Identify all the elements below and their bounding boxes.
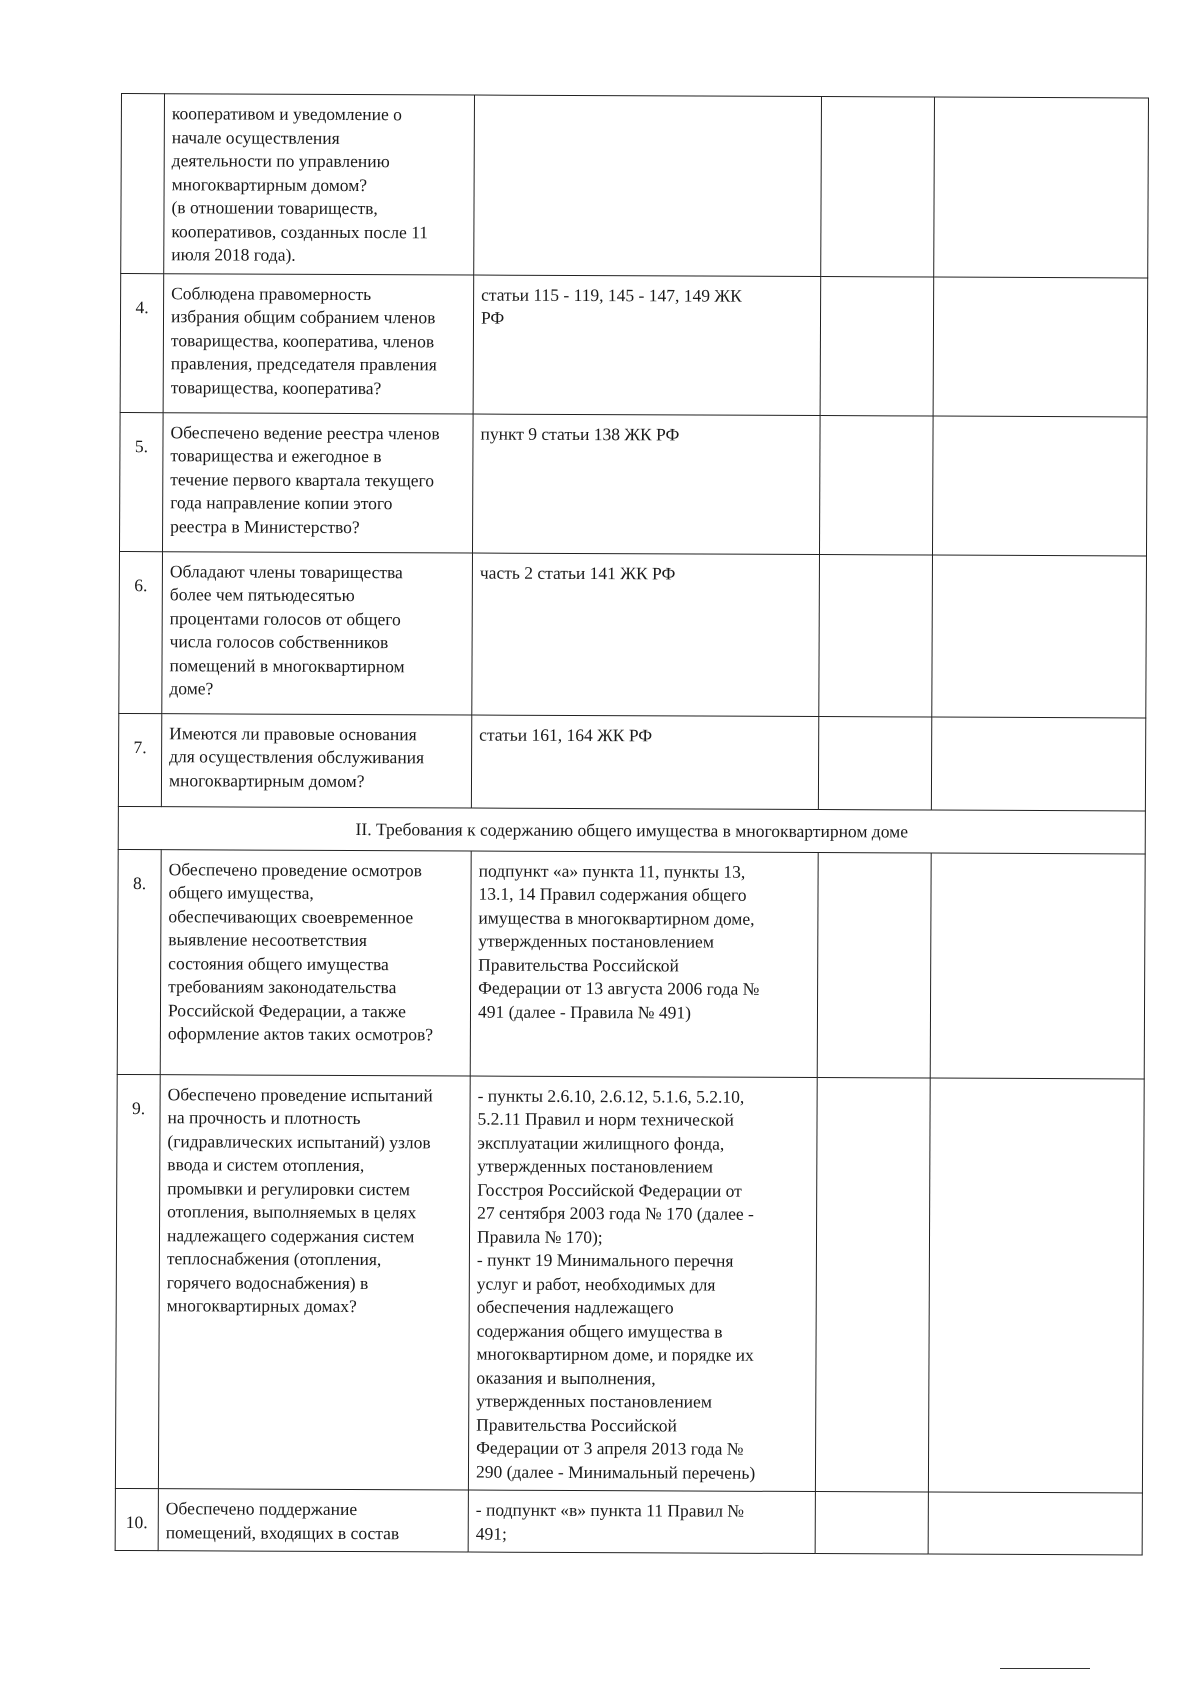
- table-row: [117, 849, 1145, 1078]
- table-row: [115, 1488, 1142, 1554]
- row-note-cell: [932, 416, 1147, 556]
- row-answer-cell: [818, 716, 931, 809]
- row-answer-cell: [817, 852, 931, 1077]
- row-question: Обеспечено ведение реестра членов товарищества и ежегодное в течение первого квартала текущего года направление копии этого реестра в Министерство?: [163, 412, 474, 552]
- row-reference: пункт 9 статьи 138 ЖК РФ: [472, 414, 820, 555]
- row-question: Обеспечено проведение осмотров общего имущества, обеспечивающих своевременное выявление несоответствия состояния общего имущества требованиям законодательства Российской Федерации, а также оформление актов таких осмотров?: [160, 849, 471, 1075]
- row-reference: часть 2 статьи 141 ЖК РФ: [472, 553, 820, 717]
- row-answer-cell: [815, 1077, 930, 1492]
- row-answer-cell: [821, 97, 935, 277]
- row-answer-cell: [819, 415, 933, 554]
- row-question: Обеспечено проведение испытаний на прочность и плотность (гидравлических испытаний) узлов ввода и систем отопления, промывки и регулировки систем отопления, выполняемых в целях надлежащего содержания систем теплоснабжения (отопления, горячего водоснабжения) в многоквартирных домах?: [158, 1074, 470, 1490]
- row-number: [121, 94, 165, 274]
- row-answer-cell: [819, 554, 933, 716]
- row-note-cell: [928, 1492, 1142, 1555]
- row-note-cell: [930, 853, 1145, 1079]
- row-number: 5.: [120, 412, 164, 551]
- section-row: [118, 806, 1145, 853]
- row-number: 7.: [118, 713, 161, 806]
- row-note-cell: [932, 555, 1147, 718]
- row-reference: статьи 161, 164 ЖК РФ: [471, 715, 818, 810]
- row-question: Имеются ли правовые основания для осуществления обслуживания многоквартирным домом?: [161, 713, 471, 807]
- row-answer-cell: [815, 1492, 928, 1554]
- row-note-cell: [928, 1078, 1144, 1493]
- row-note-cell: [931, 717, 1145, 811]
- row-reference: [474, 95, 822, 276]
- row-number: 8.: [117, 849, 161, 1074]
- row-reference: - подпункт «в» пункта 11 Правил № 491;: [468, 1490, 815, 1554]
- row-reference: подпункт «а» пункта 11, пункты 13, 13.1, 14 Правил содержания общего имущества в многоквартирном доме, утвержденных постановлением Правительства Российской Федерации от 13 августа 2006 года № 491 (далее - Правила № 491): [470, 851, 818, 1078]
- table-row: [121, 94, 1149, 278]
- row-reference: статьи 115 - 119, 145 - 147, 149 ЖК РФ: [473, 275, 821, 416]
- row-answer-cell: [820, 276, 934, 415]
- row-question: Обеспечено поддержание помещений, входящих в состав: [158, 1489, 468, 1552]
- row-note-cell: [934, 97, 1149, 277]
- checklist-table: [115, 93, 1149, 1555]
- row-question: Обладают члены товарищества более чем пятьюдесятью процентами голосов от общего числа голосов собственников помещений в многоквартирном доме?: [162, 551, 473, 714]
- row-question: кооперативом и уведомление о начале осуществления деятельности по управлению многоквартирным домом? (в отношении товариществ, кооперативов, созданных после 11 июля 2018 года).: [164, 94, 475, 275]
- table-row: [115, 1074, 1144, 1493]
- row-note-cell: [933, 277, 1148, 417]
- table-row: [119, 551, 1147, 717]
- row-number: 6.: [119, 551, 163, 713]
- row-reference: - пункты 2.6.10, 2.6.12, 5.1.6, 5.2.10, 5.2.11 Правил и норм технической эксплуатации жилищного фонда, утвержденных постановлением Госстроя Российской Федерации от 27 сентября 2003 года № 170 (далее - Правила № 170); - пункт 19 Минимального перечня услуг и работ, необходимых для обеспечения надлежащего содержания общего имущества в многоквартирном доме, и порядке их оказания и выполнения, утвержденных постановлением Правительства Российской Федерации от 3 апреля 2013 года № 290 (далее - Минимальный перечень): [468, 1076, 817, 1492]
- table-row: [120, 412, 1148, 555]
- row-number: 9.: [115, 1074, 160, 1489]
- row-number: 10.: [115, 1488, 158, 1550]
- table-row: [120, 273, 1148, 416]
- footer-rule: [1000, 1668, 1090, 1669]
- section-title: II. Требования к содержанию общего имущества в многоквартирном доме: [118, 806, 1145, 853]
- row-question: Соблюдена правомерность избрания общим собранием членов товарищества, кооператива, членов правления, председателя правления товарищества, кооператива?: [163, 273, 474, 413]
- table-row: [118, 713, 1145, 810]
- row-number: 4.: [120, 273, 164, 412]
